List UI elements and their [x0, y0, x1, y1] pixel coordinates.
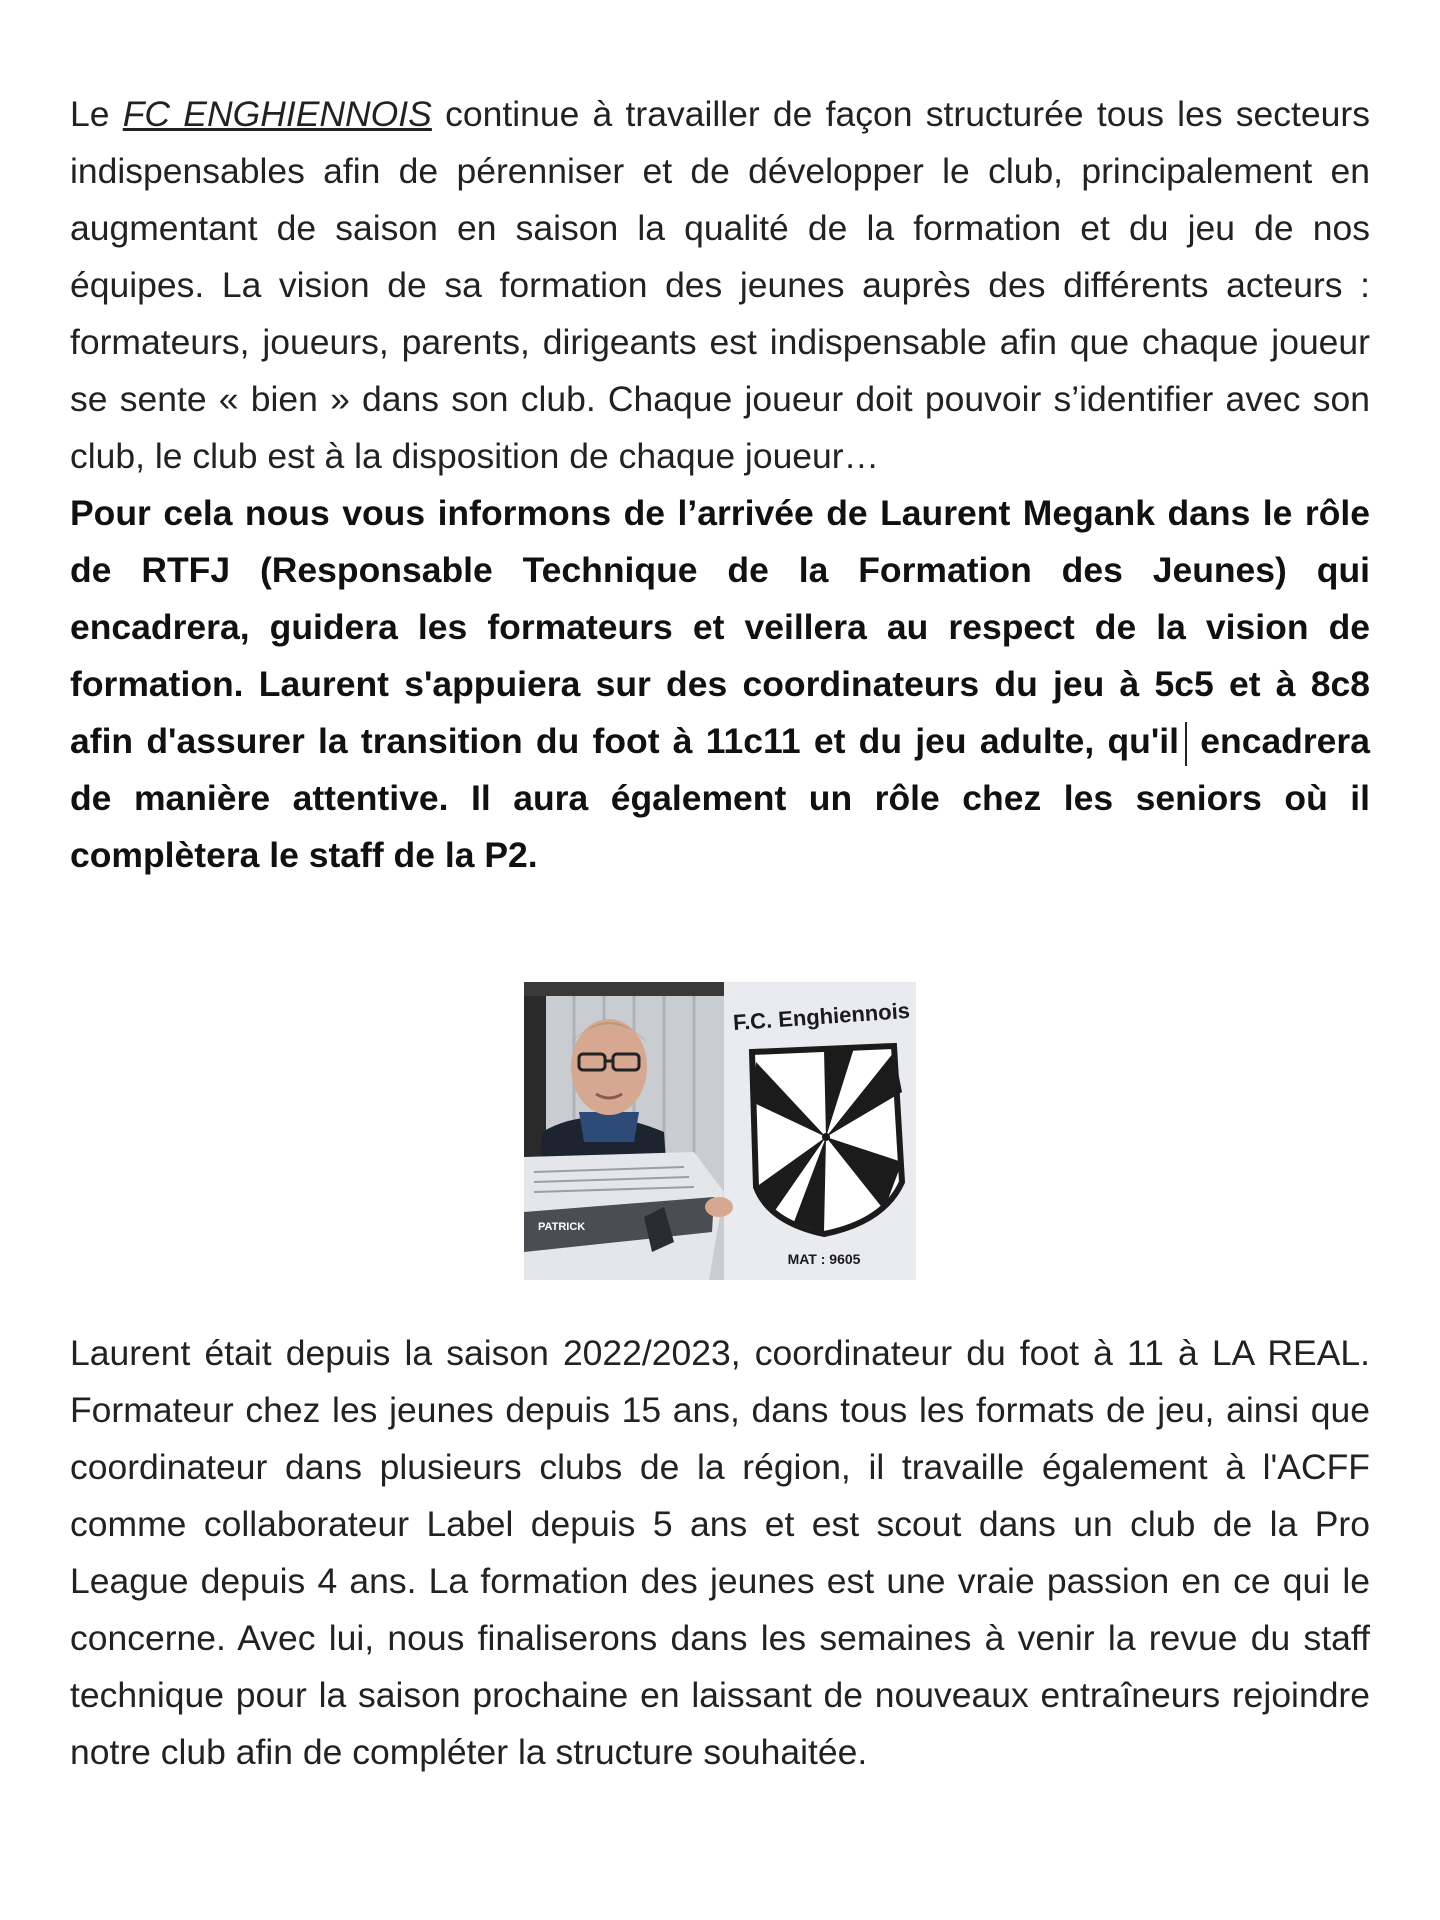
club-crest — [752, 1046, 902, 1234]
bio-section — [70, 1325, 1370, 1781]
bio-paragraph: Laurent était depuis la saison 2022/2023, coordinateur du foot à 11 à LA REAL. Formateur chez les jeunes depuis 15 ans, dans tous les formats de jeu, ainsi que coordinateur dans plusieurs clubs de la région, il travaille également à l'ACFF comme collaborateur Label depuis 5 ans et est scout dans un club de la Pro League depuis 4 ans. La formation des jeunes est une vraie passion en ce qui le concerne. Avec lui, nous finaliserons dans les semaines à venir la revue du staff technique pour la saison prochaine en laissant de nouveaux entraîneurs rejoindre notre club afin de compléter la structure souhaitée. — [70, 1333, 1370, 1772]
announcement-text-part1: Pour cela nous vous informons de l’arrivée de Laurent Megank dans le rôle de RTFJ (Responsable Technique de la Formation des Jeunes) qui encadrera, guidera les formateurs et veillera au respect de la vision de formation. Laurent s'appuiera sur des coordinateurs du jeu à 5c5 et à 8c8 afin d'assurer la transition du foot à 11c11 et du jeu adulte, qu'il — [70, 493, 1370, 761]
jersey-brand: PATRICK — [538, 1221, 586, 1233]
intro-lead: Le — [70, 94, 123, 134]
intro-paragraph — [70, 86, 1370, 485]
sign-matricule: MAT : 9605 — [787, 1251, 861, 1267]
announcement-paragraph — [70, 485, 1370, 884]
club-name: FC ENGHIENNOIS — [122, 94, 432, 134]
intro-text: continue à travailler de façon structurée tous les secteurs indispensables afin de pérenniser et de développer le club, principalement en augmentant de saison en saison la qualité de la formation et du jeu de nos équipes. La vision de sa formation des jeunes auprès des différents acteurs : formateurs, joueurs, parents, dirigeants est indispensable afin que chaque joueur se sente « bien » dans son club. Chaque joueur doit pouvoir s’identifier avec son club, le club est à la disposition de chaque joueur… — [70, 94, 1370, 476]
portrait-photo — [524, 982, 916, 1280]
document-body — [70, 86, 1370, 884]
announcement-text-part2: encadrera de manière attentive. Il aura également un rôle chez les seniors où il complètera le staff de la P2. — [70, 721, 1370, 875]
sign-title: F.C. Enghiennois — [732, 997, 911, 1036]
